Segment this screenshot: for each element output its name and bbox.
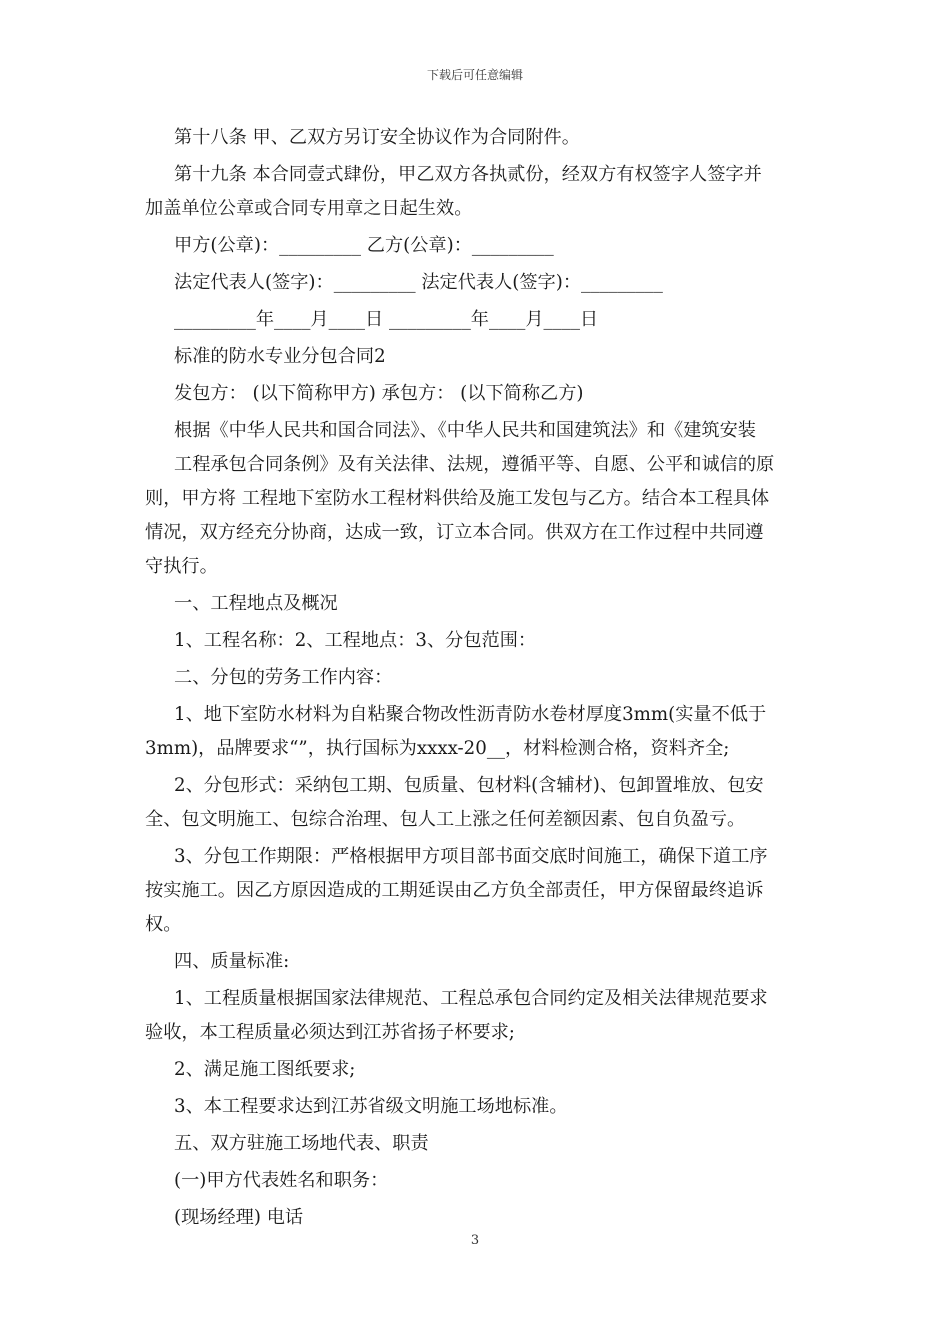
text-line: 发包方： (以下简称甲方) 承包方： (以下简称乙方): [174, 383, 584, 404]
text-line: 全、包文明施工、包综合治理、包人工上涨之任何差额因素、包自负盈亏。: [145, 809, 746, 830]
text-line: 2、满足施工图纸要求;: [174, 1059, 356, 1080]
text-line: 第十八条 甲、乙双方另订安全协议作为合同附件。: [174, 127, 580, 148]
text-line: 守执行。: [145, 556, 218, 577]
text-line: 标准的防水专业分包合同2: [174, 346, 386, 367]
text-line: 法定代表人(签字)：_________ 法定代表人(签字)：_________: [174, 272, 663, 293]
text-line: 四、质量标准:: [174, 951, 290, 972]
text-line: 1、工程名称：2、工程地点：3、分包范围：: [174, 630, 537, 651]
document-body: [145, 121, 815, 1235]
text-line: 1、工程质量根据国家法律规范、工程总承包合同约定及相关法律规范要求: [174, 988, 768, 1009]
text-line: 3、本工程要求达到江苏省级文明施工场地标准。: [174, 1096, 568, 1117]
text-line: 1、地下室防水材料为自粘聚合物改性沥青防水卷材厚度3mm(实量不低于: [174, 704, 767, 725]
text-line: 五、双方驻施工场地代表、职责: [174, 1133, 429, 1154]
text-line: 验收，本工程质量必须达到江苏省扬子杯要求;: [145, 1022, 515, 1043]
text-line: 2、分包形式：采纳包工期、包质量、包材料(含辅材)、包卸置堆放、包安: [174, 775, 764, 796]
text-line: 情况，双方经充分协商，达成一致，订立本合同。供双方在工作过程中共同遵: [145, 522, 764, 543]
text-line: 按实施工。因乙方原因造成的工期延误由乙方负全部责任，甲方保留最终追诉: [145, 880, 764, 901]
page-number: 3: [470, 1233, 480, 1248]
text-line: 权。: [145, 914, 182, 935]
text-line: 第十九条 本合同壹式肆份，甲乙双方各执贰份，经双方有权签字人签字并: [174, 164, 762, 185]
text-line: 3、分包工作期限：严格根据甲方项目部书面交底时间施工，确保下道工序: [174, 846, 768, 867]
text-line: 一、工程地点及概况: [174, 593, 338, 614]
text-line: (现场经理) 电话: [174, 1207, 304, 1228]
text-line: 二、分包的劳务工作内容：: [174, 667, 393, 688]
text-line: 工程承包合同条例》及有关法律、法规，遵循平等、自愿、公平和诚信的原: [174, 454, 775, 475]
page-header: 下载后可任意编辑: [426, 68, 523, 82]
text-line: _________年____月____日 _________年____月____日: [174, 309, 599, 330]
text-line: 根据《中华人民共和国合同法》、《中华人民共和国建筑法》和《建筑安装: [174, 420, 756, 441]
text-line: 3mm)，品牌要求“”，执行国标为xxxx-20__，材料检测合格，资料齐全;: [145, 738, 730, 759]
text-line: 则，甲方将 工程地下室防水工程材料供给及施工发包与乙方。结合本工程具体: [145, 488, 770, 509]
text-line: 加盖单位公章或合同专用章之日起生效。: [145, 198, 473, 219]
text-line: 甲方(公章)：_________ 乙方(公章)：_________: [174, 235, 554, 256]
text-line: (一)甲方代表姓名和职务：: [174, 1170, 389, 1191]
